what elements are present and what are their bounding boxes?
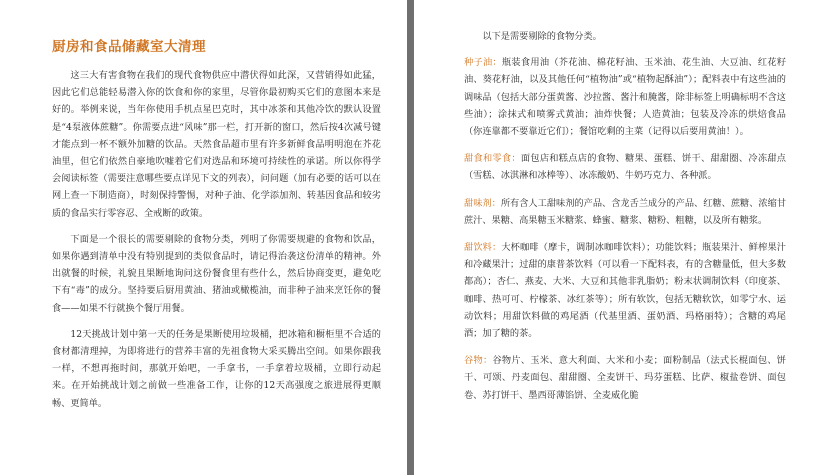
category-item (464, 150, 786, 184)
category-term: 谷物： (464, 355, 493, 367)
category-text: 所有含人工甜味剂的产品、含龙舌兰成分的产品、红糖、蔗糖、浓缩甘蔗汁、果糖、高果糖玉米糖浆、蜂蜜、糖浆、糖粉、粗糖，以及所有糖浆。 (464, 197, 787, 226)
section-heading: 厨房和食品储藏室大清理 (52, 39, 206, 55)
category-text: 面包店和糕点店的食物、糖果、蛋糕、饼干、甜甜圈、冷冻甜点（雪糕、冰淇淋和冰棒等）、冰冻酸奶、牛奶巧克力、各种派。 (464, 153, 786, 182)
body-paragraph: 这三大有害食物在我们的现代食物供应中潜伏得如此深，又营销得如此猛，因此它们总能轻易潜入你的饮食和你的家里，尽管你最初购买它们的意图本来是好的。举例来说，当年你使用手机点星巴克时，其中冰茶和其他冷饮的默认设置是“4泵液体蔗糖”。你需要点进“风味”那一栏，打开新的窗口，然后按4次减号键才能点到一杯不额外加糖的饮品。天然食品超市里有许多新鲜食品明明泡在芥花油里，但它们依然自豪地吹嘘着它们对选品和环境可持续性的承诺。所以你得学会阅读标签（需要注意哪些要点详见下文的列表），问问题（加有必要的话可以在网上查一下制造商），时刻保持警惕，对种子油、化学添加剂、转基因食品和较劣质的食品实行零容忍、全戒断的政策。 (52, 70, 381, 219)
category-item (464, 195, 786, 229)
category-term: 甜食和零食： (464, 153, 521, 165)
category-text: 瓶装食用油（芥花油、棉花籽油、玉米油、花生油、大豆油、红花籽油、葵花籽油，以及其他任何“植物油”或“植物起酥油”）；配料表中有这些油的调味品（包括大部分蛋黄酱、沙拉酱、酱汁和腌酱，除非标签上明确标明不含这些油）；涂抹式和喷雾式黄油；油炸快餐；人造黄油；包装及冷冻的烘焙食品（你连靠都不要靠近它们）；餐馆吃剩的主菜（记得以后要用黄油！）。 (464, 57, 787, 138)
body-paragraph: 12天挑战计划中第一天的任务是果断使用垃圾桶，把冰箱和橱柜里不合适的食材都清理掉，为即将进行的营养丰富的先祖食物大采买腾出空间。如果你跟我一样，不想再拖时间，那就开始吧，一手拿书，一手拿着垃圾桶，立即行动起来。在开始挑战计划之前做一些准备工作，让你的12天高强度之旅进展得更顺畅、更简单。 (52, 328, 381, 409)
category-item (464, 352, 786, 404)
page-gutter (407, 0, 414, 475)
category-text: 大杯咖啡（摩卡，调制冰咖啡饮料）；功能饮料；瓶装果汁、鲜榨果汁和冷藏果汁；过甜的康普茶饮料（可以看一下配料表，有的含糖量低，但大多数都高）；杏仁、燕麦、大米、大豆和其他非乳脂奶；粉末状调制饮料（印度茶、咖啡、热可可、柠檬茶、冰红茶等）；所有软饮，包括无糖软饮，如零宁水、运动饮料；用甜饮料做的鸡尾酒（代基里酒、蛋奶酒、玛格丽特）；含糖的鸡尾酒；加了糖的茶。 (464, 242, 786, 340)
list-intro: 以下是需要剔除的食物分类。 (482, 31, 602, 42)
category-item (464, 239, 786, 342)
category-term: 甜饮料： (464, 242, 502, 254)
category-term: 种子油： (464, 57, 502, 69)
category-text: 谷物片、玉米、意大利面、大米和小麦；面粉制品（法式长棍面包、饼干、可颂、丹麦面包、甜甜圈、全麦饼干、玛芬蛋糕、比萨、椒盐卷饼、面包卷、苏打饼干、墨西哥薄馅饼、全麦威化脆 (464, 355, 786, 401)
category-item (464, 54, 786, 140)
body-paragraph: 下面是一个很长的需要剔除的食物分类，列明了你需要规避的食物和饮品，如果你遇到清单中没有特别提到的类似食品时，请记得治袭这份清单的精神。外出就餐的时候，礼貌且果断地询问这份餐食里有些什么，然后协商变更，避免吃下有“毒”的成分。坚持要后厨用黄油、猪油或橄榄油，而非种子油来烹饪你的餐食——如果不行就换个餐厅用餐。 (52, 233, 381, 314)
category-term: 甜味剂： (464, 197, 501, 209)
right-page (414, 0, 820, 475)
left-page (0, 0, 407, 475)
